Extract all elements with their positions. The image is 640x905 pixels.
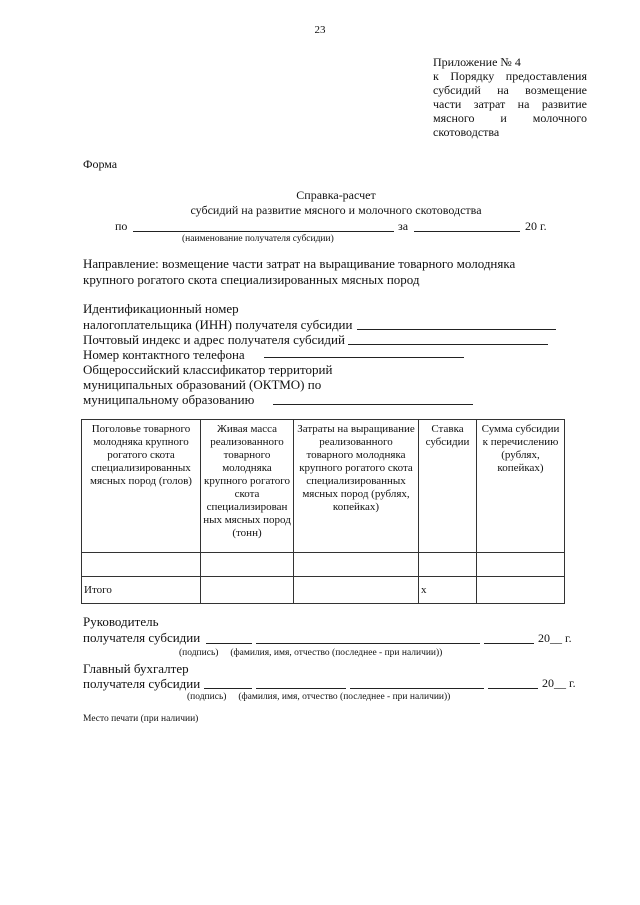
inn-label-1: Идентификационный номер bbox=[83, 301, 239, 316]
accountant-signature-field[interactable] bbox=[204, 688, 252, 689]
postal-label: Почтовый индекс и адрес получателя субсидий bbox=[83, 332, 345, 347]
table-cell[interactable] bbox=[419, 553, 477, 577]
table-row bbox=[82, 553, 565, 577]
header-cell-weight: Живая масса реализованного товарного молодняка крупного рогатого скота специализирован ных мясных пород (тонн) bbox=[201, 420, 294, 553]
form-label: Форма bbox=[83, 157, 118, 171]
total-rate-cell: х bbox=[419, 577, 477, 604]
page-number: 23 bbox=[314, 24, 326, 36]
table-cell[interactable] bbox=[201, 553, 294, 577]
head-year-label: 20__ г. bbox=[538, 631, 572, 645]
table-cell[interactable] bbox=[477, 577, 565, 604]
recipient-caption: (наименование получателя субсидии) bbox=[182, 234, 334, 244]
head-name-field[interactable] bbox=[256, 643, 480, 644]
head-date-field[interactable] bbox=[484, 643, 534, 644]
header-cell-rate: Ставка субсидии bbox=[419, 420, 477, 553]
accountant-date-field[interactable] bbox=[488, 688, 538, 689]
table-cell[interactable] bbox=[201, 577, 294, 604]
phone-label: Номер контактного телефона bbox=[83, 347, 245, 362]
inn-field[interactable] bbox=[357, 329, 556, 330]
inn-label-2: налогоплательщика (ИНН) получателя субсидии bbox=[83, 317, 353, 332]
table-total-row bbox=[82, 577, 565, 604]
table-cell[interactable] bbox=[294, 553, 419, 577]
table-cell[interactable] bbox=[477, 553, 565, 577]
header-cell-amount: Сумма субсидии к перечислению (рублях, копейках) bbox=[477, 420, 565, 553]
appendix-line: мясного и молочного bbox=[433, 111, 587, 125]
recipient-name-field[interactable] bbox=[133, 231, 394, 232]
stamp-note: Место печати (при наличии) bbox=[83, 714, 199, 724]
by-label: по bbox=[115, 219, 128, 233]
head-caption: (подпись) (фамилия, имя, отчество (последнее - при наличии)) bbox=[179, 648, 443, 658]
accountant-name-field-b[interactable] bbox=[350, 688, 484, 689]
table-header-row bbox=[82, 420, 565, 553]
accountant-year-label: 20__ г. bbox=[542, 676, 576, 690]
year-label: 20 г. bbox=[525, 219, 547, 233]
oktmo-label-2: муниципальных образований (ОКТМО) по bbox=[83, 377, 322, 392]
phone-field[interactable] bbox=[264, 357, 464, 358]
appendix-line: части затрат на развитие bbox=[433, 97, 587, 111]
certificate-subtitle: субсидий на развитие мясного и молочного скотоводства bbox=[190, 203, 482, 217]
head-title: Руководитель bbox=[83, 614, 159, 629]
direction-text: Направление: возмещение части затрат на выращивание товарного молодняка bbox=[83, 256, 516, 271]
oktmo-label-3: муниципальному образованию bbox=[83, 392, 255, 407]
head-recipient-label: получателя субсидии bbox=[83, 630, 201, 645]
appendix-line: к Порядку предоставления bbox=[433, 69, 587, 83]
certificate-title: Справка-расчет bbox=[296, 188, 376, 202]
total-label-cell: Итого bbox=[82, 577, 201, 604]
header-cell-livestock: Поголовье товарного молодняка крупного рогатого скота специализированных мясных пород (голов) bbox=[82, 420, 201, 553]
header-cell-costs: Затраты на выращивание реализованного товарного молодняка крупного рогатого скота специализированных мясных пород (рублях, копейках) bbox=[294, 420, 419, 553]
appendix-line: Приложение № 4 bbox=[433, 55, 521, 69]
accountant-recipient-label: получателя субсидии bbox=[83, 676, 201, 691]
subsidy-table bbox=[81, 419, 565, 604]
oktmo-label-1: Общероссийский классификатор территорий bbox=[83, 362, 333, 377]
accountant-name-field-a[interactable] bbox=[256, 688, 346, 689]
table-cell[interactable] bbox=[82, 553, 201, 577]
period-label: за bbox=[398, 219, 409, 233]
appendix-line: скотоводства bbox=[433, 125, 500, 139]
table-cell[interactable] bbox=[294, 577, 419, 604]
direction-text-2: крупного рогатого скота специализированных мясных пород bbox=[83, 272, 420, 287]
accountant-title: Главный бухгалтер bbox=[83, 661, 189, 676]
postal-field[interactable] bbox=[348, 344, 548, 345]
appendix-line: субсидий на возмещение bbox=[433, 83, 587, 97]
accountant-caption: (подпись) (фамилия, имя, отчество (последнее - при наличии)) bbox=[187, 692, 451, 702]
oktmo-field[interactable] bbox=[273, 404, 473, 405]
head-signature-field[interactable] bbox=[206, 643, 252, 644]
period-field[interactable] bbox=[414, 231, 520, 232]
appendix-block bbox=[433, 55, 587, 139]
